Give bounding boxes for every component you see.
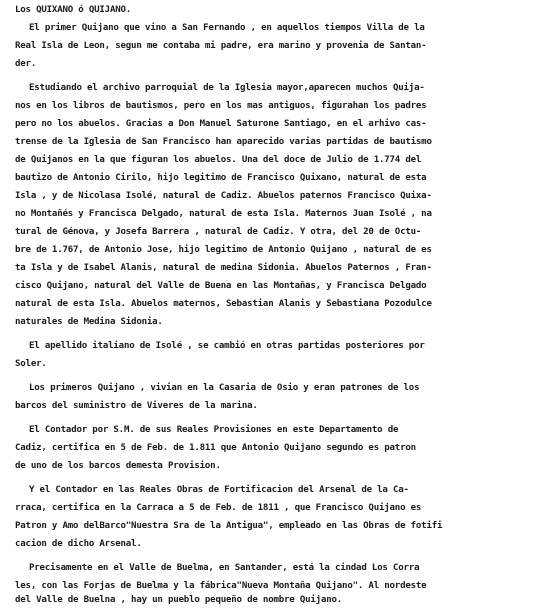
text-line: Patron y Amo delBarco"Nuestra Sra de la Antigua", empleado en las Obras de fotifi	[15, 521, 443, 531]
text-line: cacion de dicho Arsenal.	[15, 539, 142, 549]
text-line: El primer Quijano que vino a San Fernando , en aquellos tiempos Villa de la	[29, 23, 425, 33]
text-line: pero no los abuelos. Gracias a Don Manuel Saturone Santiago, en el arhivo cas-	[15, 119, 427, 129]
text-line: Soler.	[15, 359, 47, 369]
text-line: bautizo de Antonio Cirilo, hijo legitimo de Francisco Quixano, natural de esta	[15, 173, 427, 183]
text-line: barcos del suministro de Viveres de la marina.	[15, 401, 258, 411]
document-title: Los QUIXANO ó QUIJANO.	[15, 5, 132, 15]
text-line: trense de la Iglesia de San Francisco han aparecido varias partidas de bautismo	[15, 137, 432, 147]
text-line: Y el Contador en las Reales Obras de Fortificacion del Arsenal de la Ca-	[29, 485, 409, 495]
text-line: Los primeros Quijano , vivian en la Casaria de Osio y eran patrones de los	[29, 383, 420, 393]
text-line: Real Isla de Leon, segun me contaba mi padre, era marino y provenia de Santan-	[15, 41, 427, 51]
text-line: naturales de Medina Sidonia.	[15, 317, 163, 327]
text-line: del Valle de Buelna , hay un pueblo pequeño de nombre Quijano.	[15, 595, 343, 605]
text-line: Isla , y de Nicolasa Isolé, natural de Cadiz. Abuelos paternos Francisco Quixa-	[15, 191, 432, 201]
text-line: Estudiando el archivo parroquial de la Iglesia mayor,aparecen muchos Quija-	[29, 83, 425, 93]
text-line: El apellido italiano de Isolé , se cambió en otras partidas posteriores por	[29, 341, 425, 351]
text-line: tural de Génova, y Josefa Barrera , natural de Cadiz. Y otra, del 20 de Octu-	[15, 227, 422, 237]
text-line: de Quijanos en la que figuran los abuelos. Una del doce de Julio de 1.774 del	[15, 155, 422, 165]
text-line: les, con las Forjas de Buelma y la fábrica"Nueva Montaña Quijano". Al nordeste	[15, 581, 427, 591]
text-line: El Contador por S.M. de sus Reales Provisiones en este Departamento de	[29, 425, 399, 435]
text-line: bre de 1.767, de Antonio Jose, hijo legitimo de Antonio Quijano , natural de es	[15, 245, 432, 255]
text-line: Precisamente en el Valle de Buelma, en Santander, está la cindad Los Corra	[29, 563, 420, 573]
text-line: Cadiz, certifica en 5 de Feb. de 1.811 que Antonio Quijano segundo es patron	[15, 443, 416, 453]
text-line: rraca, certifica en la Carraca a 5 de Feb. de 1811 , que Francisco Quijano es	[15, 503, 422, 513]
text-line: de uno de los barcos demesta Provision.	[15, 461, 221, 471]
text-line: ta Isla y de Isabel Alanis, natural de medina Sidonia. Abuelos Paternos , Fran-	[15, 263, 432, 273]
text-line: der.	[15, 59, 37, 69]
text-line: natural de esta Isla. Abuelos maternos, Sebastian Alanis y Sebastiana Pozodulce	[15, 299, 432, 309]
text-line: nos en los libros de bautismos, pero en los mas antiguos, figurahan los padres	[15, 101, 427, 111]
text-line: no Montañés y Francisca Delgado, natural de esta Isla. Maternos Juan Isolé , na	[15, 209, 432, 219]
text-line: cisco Quijano, natural del Valle de Buena en las Montañas, y Francisca Delgado	[15, 281, 427, 291]
